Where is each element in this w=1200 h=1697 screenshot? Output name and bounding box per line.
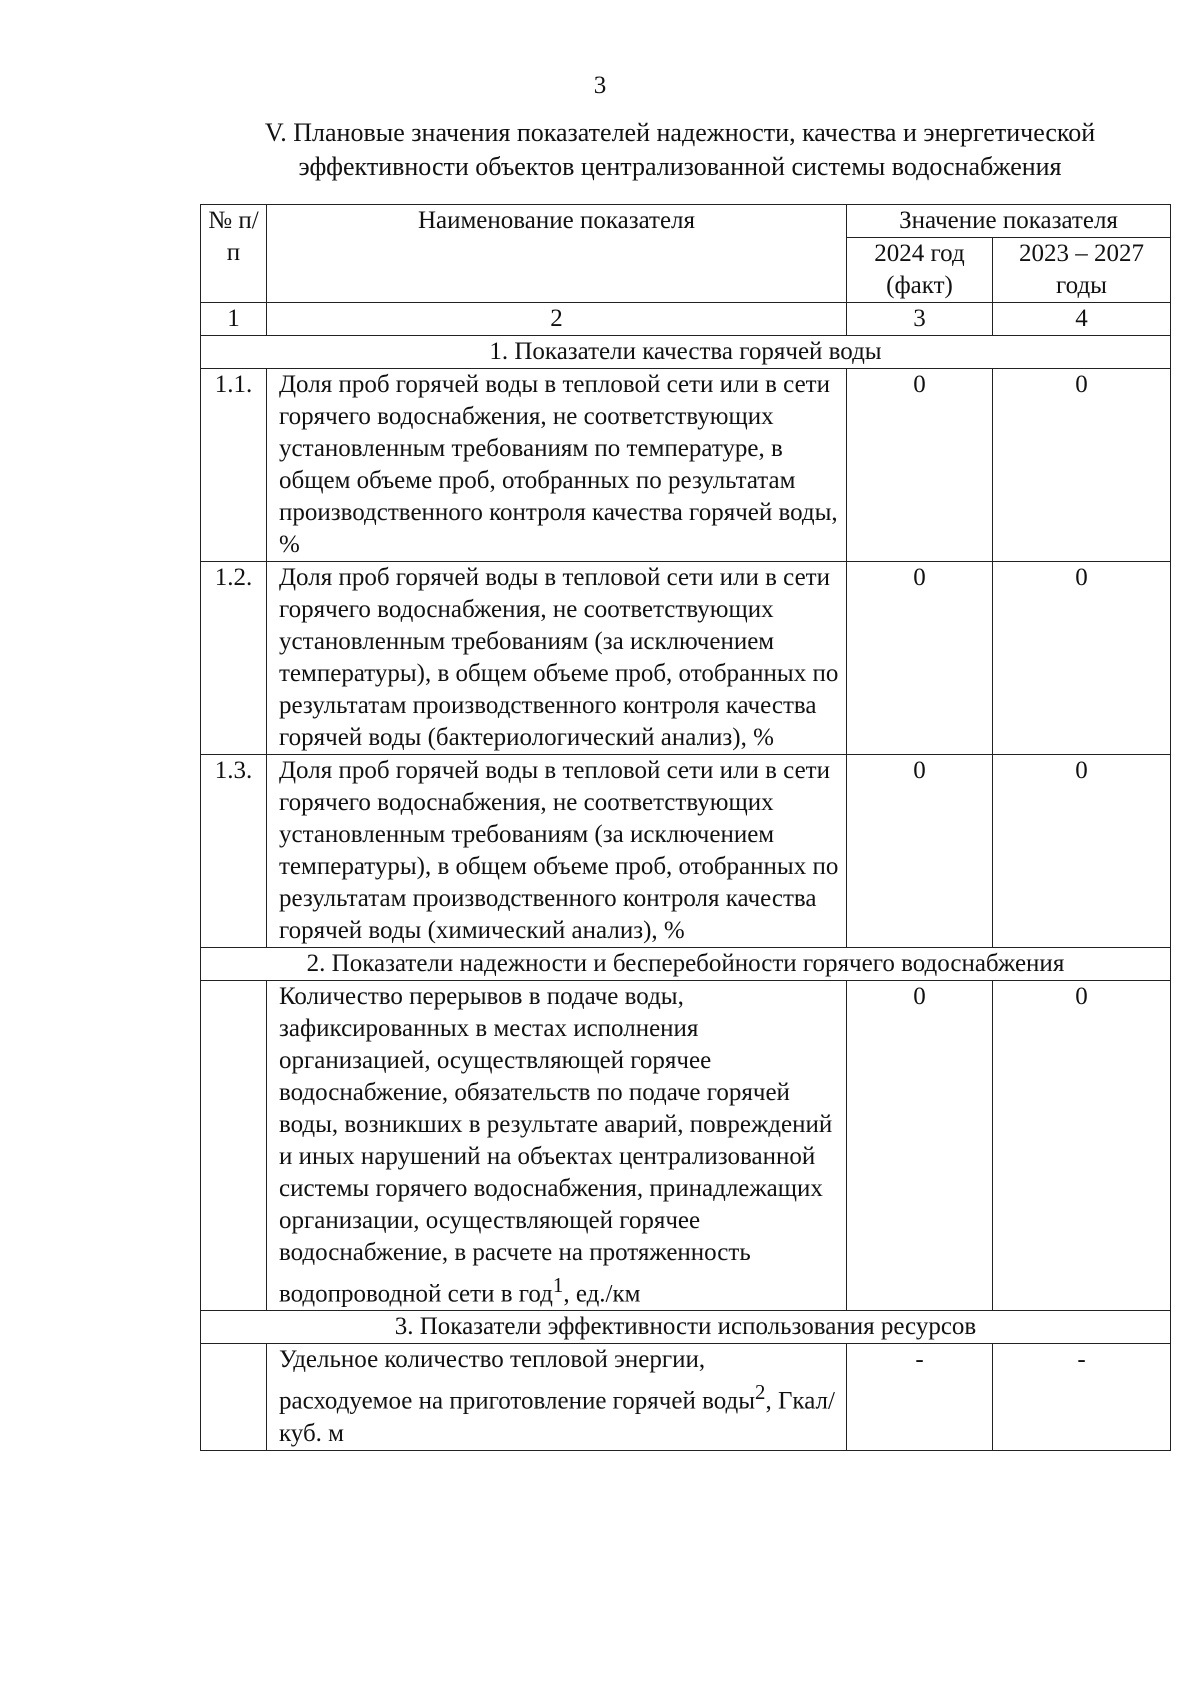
column-number: 3 (847, 303, 993, 336)
row-num: 1.2. (201, 562, 267, 755)
row-fact-value: 0 (847, 562, 993, 755)
section-row (201, 948, 1171, 981)
row-plan-value: - (993, 1344, 1171, 1450)
row-name-text: Удельное количество тепловой энергии, расходуемое на приготовление горячей воды (279, 1346, 756, 1415)
column-number: 2 (267, 303, 847, 336)
row-name (267, 981, 847, 1311)
row-num: 1.1. (201, 369, 267, 562)
row-name-unit: , Гкал/ куб. м (279, 1387, 835, 1447)
header-name: Наименование показателя (267, 205, 847, 303)
header-col-fact: 2024 год (факт) (847, 238, 993, 303)
row-fact-value: - (847, 1344, 993, 1450)
row-num (201, 981, 267, 1311)
section-title: 1. Показатели качества горячей воды (201, 336, 1171, 369)
header-num: № п/п (201, 205, 267, 303)
row-plan-value: 0 (993, 755, 1171, 948)
row-name-unit: , ед./км (563, 1280, 641, 1308)
row-plan-value: 0 (993, 981, 1171, 1311)
row-fact-value: 0 (847, 755, 993, 948)
table-row (201, 755, 1171, 948)
row-name-text: Количество перерывов в подаче воды, зафиксированных в местах исполнения организацией, осуществляющей горячее водоснабжение, обязательств по подаче горячей воды, возникших в результате аварий, повреждений и иных нарушений на объектах централизованной системы горячего водоснабжения, принадлежащих организации, осуществляющей горячее водоснабжение, в расчете на протяженность водопроводной сети в год (279, 983, 833, 1308)
row-plan-value: 0 (993, 562, 1171, 755)
table-row (201, 562, 1171, 755)
table-row (201, 369, 1171, 562)
section-row (201, 336, 1171, 369)
row-fact-value: 0 (847, 369, 993, 562)
footnote-marker: 2 (755, 1380, 766, 1405)
page-number: 3 (593, 72, 607, 99)
table-row (201, 981, 1171, 1311)
column-numbers-row (201, 303, 1171, 336)
indicators-table (200, 204, 1171, 1451)
header-col-plan: 2023 – 2027 годы (993, 238, 1171, 303)
title-line-1: V. Плановые значения показателей надежности, качества и энергетической (264, 118, 1096, 147)
section-title: 3. Показатели эффективности использования ресурсов (201, 1311, 1171, 1344)
row-num: 1.3. (201, 755, 267, 948)
row-name: Доля проб горячей воды в тепловой сети или в сети горячего водоснабжения, не соответствующих установленным требованиям (за исключением температуры), в общем объеме проб, отобранных по результатам производственного контроля качества горячей воды (химический анализ), % (267, 755, 847, 948)
header-value-group: Значение показателя (847, 205, 1171, 238)
row-plan-value: 0 (993, 369, 1171, 562)
row-name: Доля проб горячей воды в тепловой сети или в сети горячего водоснабжения, не соответствующих установленным требованиям (за исключением температуры), в общем объеме проб, отобранных по результатам производственного контроля качества горячей воды (бактериологический анализ), % (267, 562, 847, 755)
column-number: 4 (993, 303, 1171, 336)
section-row (201, 1311, 1171, 1344)
page-title (200, 116, 1160, 184)
column-number: 1 (201, 303, 267, 336)
row-num (201, 1344, 267, 1450)
row-fact-value: 0 (847, 981, 993, 1311)
row-name (267, 1344, 847, 1450)
row-name: Доля проб горячей воды в тепловой сети или в сети горячего водоснабжения, не соответствующих установленным требованиям по температуре, в общем объеме проб, отобранных по результатам производственного контроля качества горячей воды, % (267, 369, 847, 562)
title-line-2: эффективности объектов централизованной системы водоснабжения (298, 152, 1062, 181)
table-row (201, 1344, 1171, 1450)
footnote-marker: 1 (552, 1273, 564, 1297)
table-header-row (201, 205, 1171, 238)
section-title: 2. Показатели надежности и бесперебойности горячего водоснабжения (201, 948, 1171, 981)
